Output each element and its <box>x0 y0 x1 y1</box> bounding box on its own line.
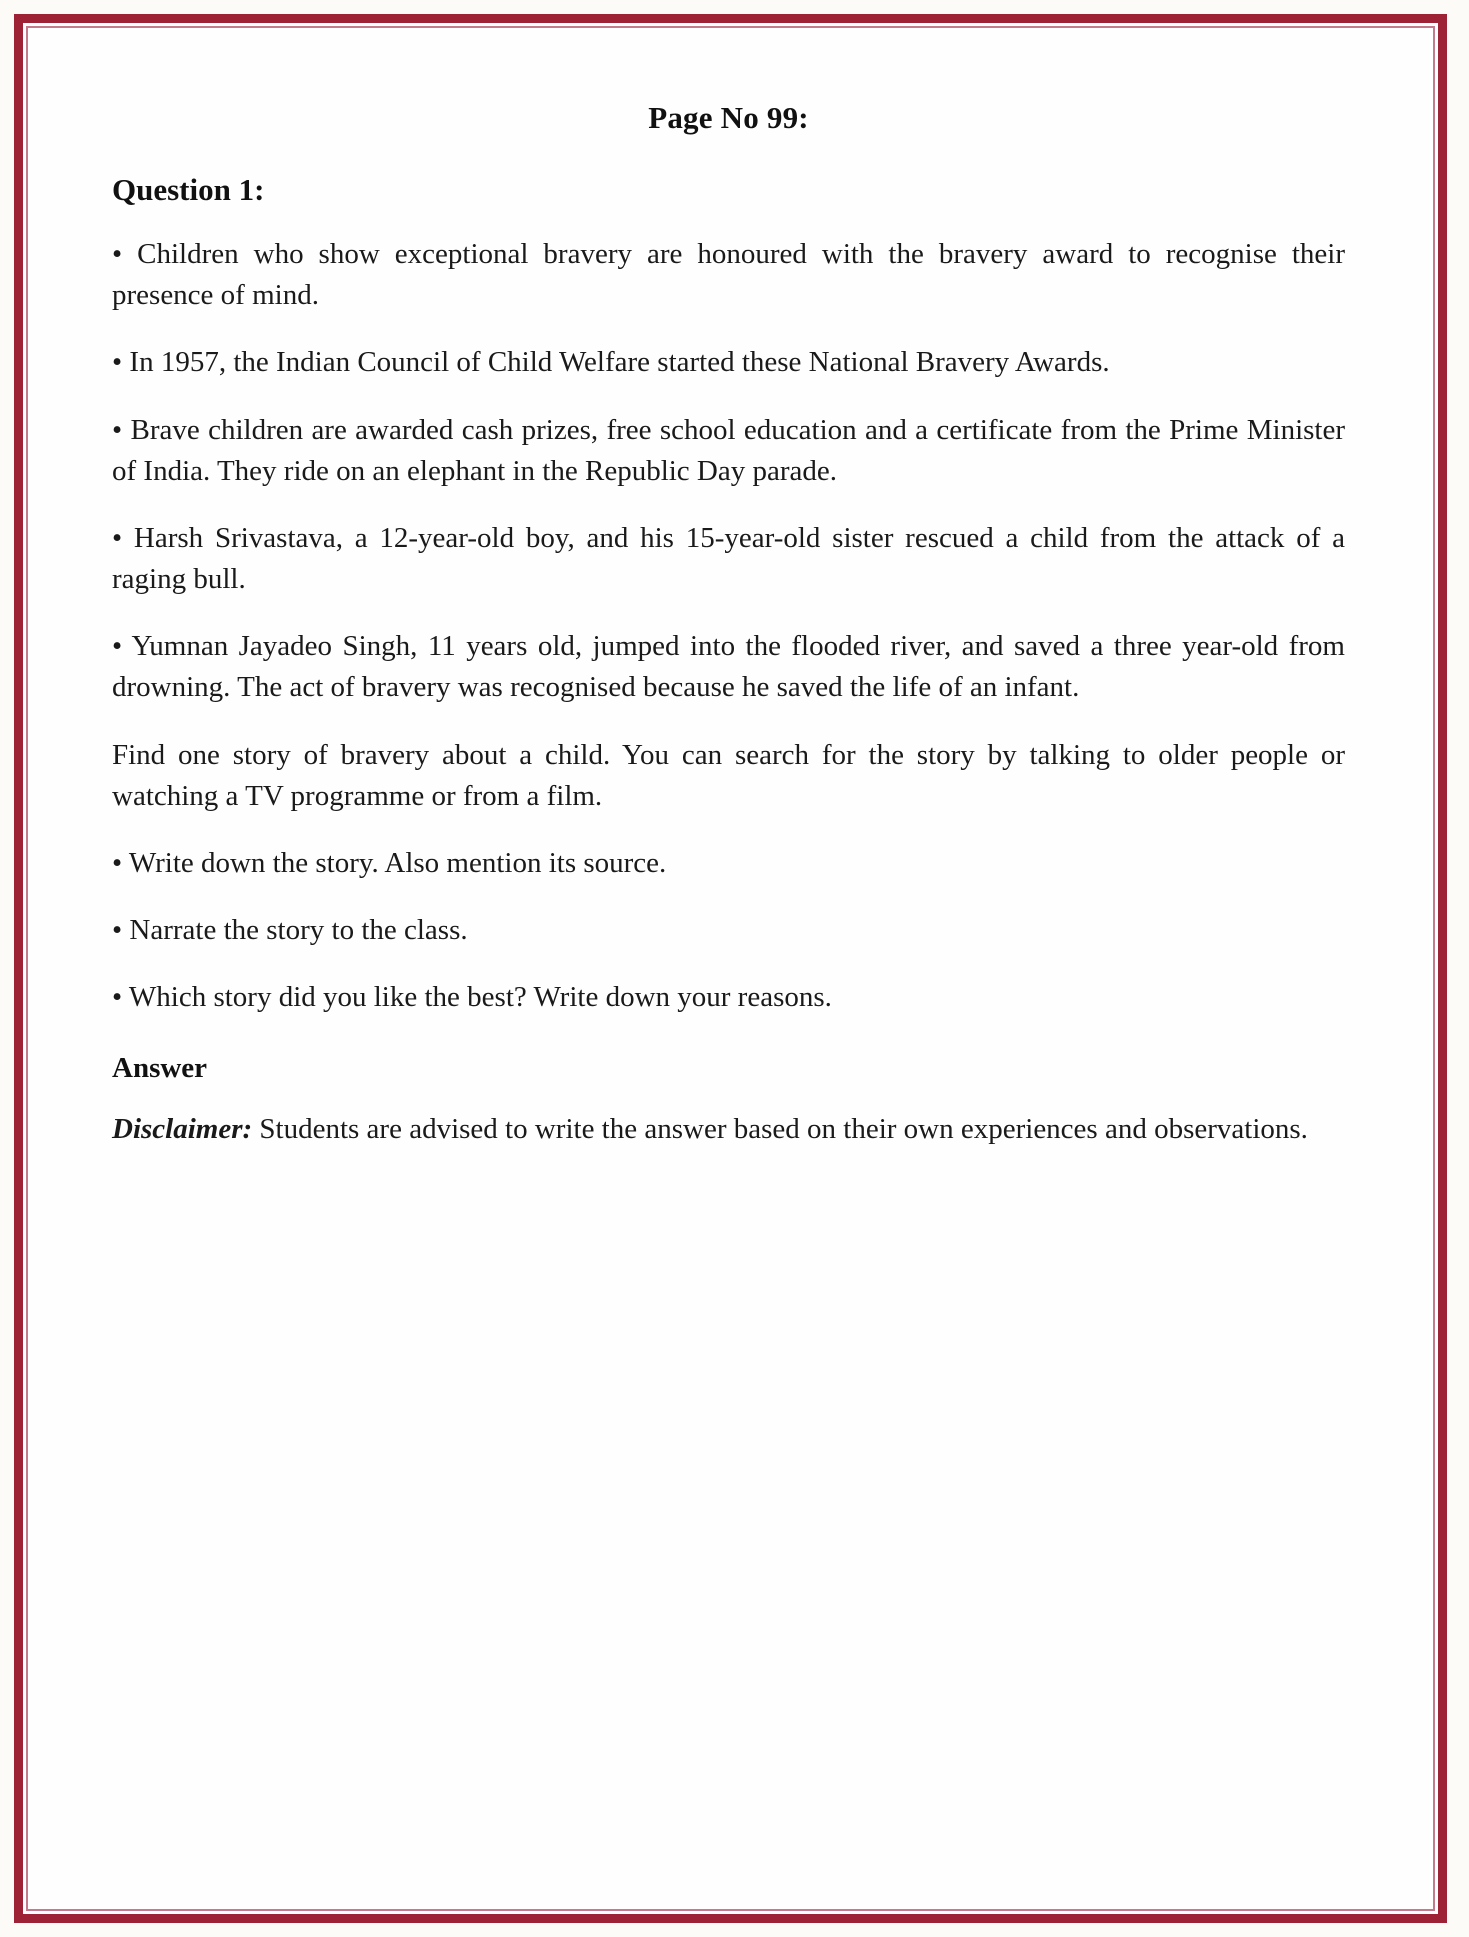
bullet-paragraph <box>112 410 1345 492</box>
paragraph-text: Write down the story. Also mention its source. <box>128 846 667 879</box>
page-border-outer <box>14 14 1447 1923</box>
question-body <box>112 234 1345 1018</box>
disclaimer-paragraph <box>112 1109 1345 1150</box>
bullet-icon: • <box>112 914 123 947</box>
paragraph-text: Which story did you like the best? Write down your reasons. <box>128 981 832 1014</box>
paragraph-text: Find one story of bravery about a child. You can search for the story by talking to older people or watching a TV programme or from a film. <box>112 738 1345 812</box>
answer-heading: Answer <box>112 1052 208 1085</box>
disclaimer-text: Students are advised to write the answer based on their own experiences and observations. <box>252 1113 1308 1146</box>
bullet-paragraph <box>112 910 1345 951</box>
bullet-icon: • <box>112 346 123 379</box>
question-heading: Question 1: <box>112 172 265 207</box>
paragraph-text: Children who show exceptional bravery are honoured with the bravery award to recognise their presence of mind. <box>112 238 1346 312</box>
paragraph-text: Harsh Srivastava, a 12-year-old boy, and his 15-year-old sister rescued a child from the attack of a raging bull. <box>112 521 1345 596</box>
paragraph-text: In 1957, the Indian Council of Child Welfare started these National Bravery Awards. <box>129 346 1110 379</box>
bullet-paragraph <box>112 342 1345 383</box>
page-content <box>28 28 1433 1909</box>
bullet-icon: • <box>112 981 123 1014</box>
bullet-icon: • <box>112 413 123 446</box>
bullet-paragraph <box>112 234 1345 316</box>
bullet-icon: • <box>112 846 123 879</box>
paragraph-text: Brave children are awarded cash prizes, free school education and a certificate from the Prime Minister of India. They ride on an elephant in the Republic Day parade. <box>112 413 1345 487</box>
bullet-paragraph <box>112 518 1345 600</box>
bullet-paragraph <box>112 977 1345 1018</box>
instruction-paragraph <box>112 735 1345 817</box>
bullet-paragraph <box>112 626 1345 708</box>
paragraph-text: Narrate the story to the class. <box>129 914 468 947</box>
disclaimer-label: Disclaimer: <box>112 1113 253 1146</box>
page-border-hairline <box>26 26 1435 1911</box>
bullet-paragraph <box>112 843 1345 884</box>
page-border-spacer <box>23 23 1438 1914</box>
bullet-icon: • <box>112 238 123 270</box>
bullet-icon: • <box>112 630 123 663</box>
paragraph-text: Yumnan Jayadeo Singh, 11 years old, jumped into the flooded river, and saved a three year-old from drowning. The act of bravery was recognised because he saved the life of an infant. <box>112 630 1345 704</box>
bullet-icon: • <box>112 521 123 554</box>
page-title: Page No 99: <box>648 100 809 135</box>
